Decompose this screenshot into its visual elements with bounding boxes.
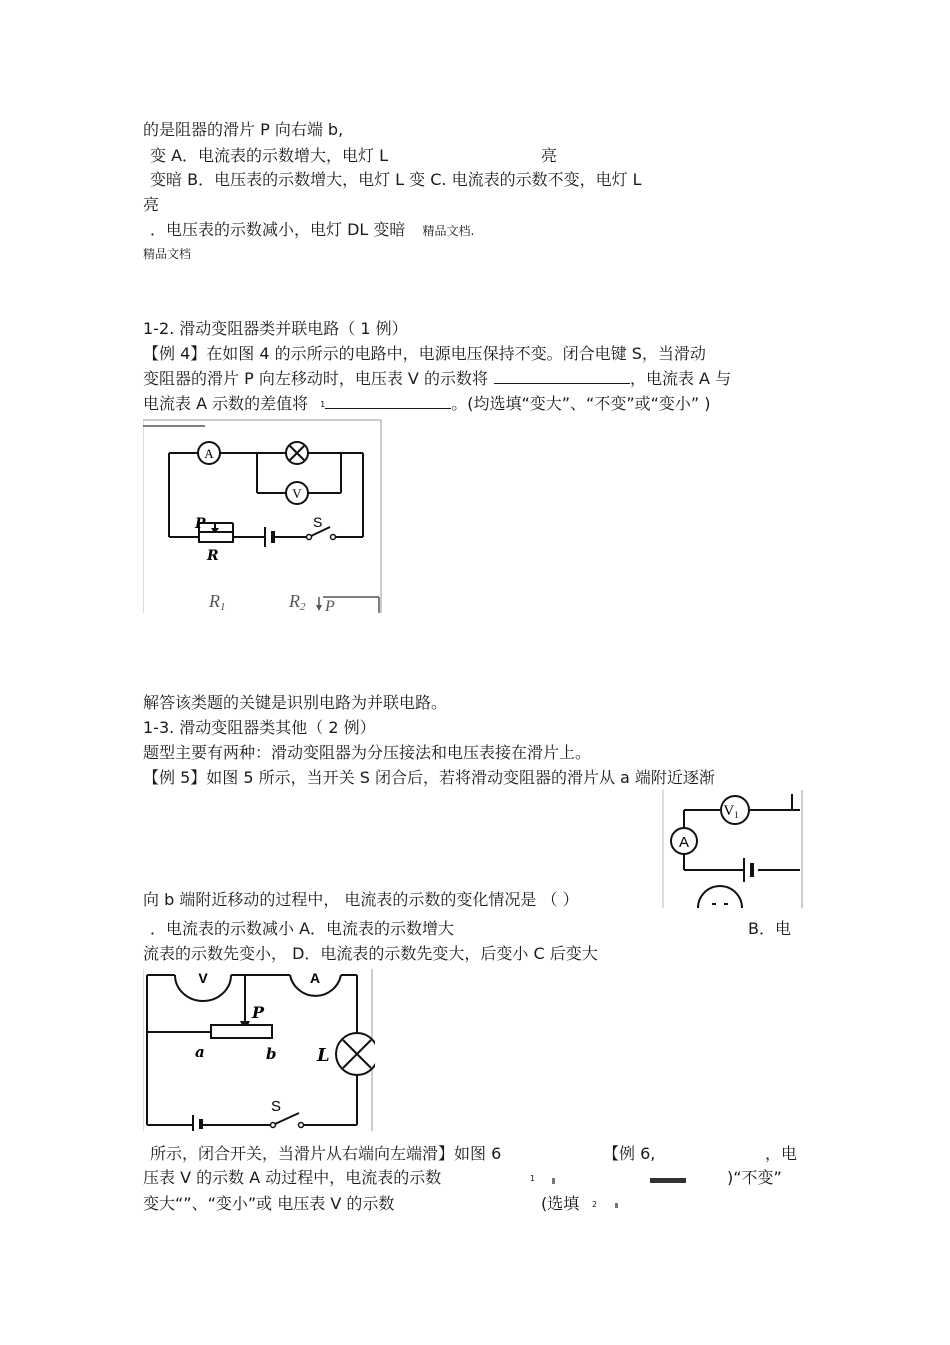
svg-text:R1 (208, 591, 226, 613)
watermark-note: 精品文档. (422, 224, 475, 238)
svg-text:R2 (288, 591, 306, 613)
section-title: 1-2. 滑动变阻器类并联电路（ 1 例） (143, 319, 408, 338)
text-line: 【例 4】在如图 4 的示所示的电路中，电源电压保持不变。闭合电键 S，当滑动 (143, 344, 706, 363)
switch-label: S (271, 1098, 282, 1115)
text-line: ，电 (765, 1144, 798, 1163)
text-line: 解答该类题的关键是识别电路为并联电路。 (143, 693, 448, 712)
blank-marker: 1 (530, 1174, 536, 1183)
text-line: 变 A．电流表的示数增大，电灯 L (150, 146, 389, 165)
circuit-figure-4 (143, 417, 385, 613)
text-line: 压表 V 的示数 A 动过程中，电流表的示数 (143, 1168, 442, 1187)
r2-subscript: 2 (300, 601, 306, 613)
text-segment: ，电流表 A 与 (629, 369, 732, 388)
slider-label: P (195, 516, 206, 532)
text-segment: 。(均选填“变大”、“不变”或“变小” ) (451, 394, 711, 413)
text-line: 亮 (143, 195, 160, 214)
text-line: 变大“”、“变小”或 电压表 V 的示数 (143, 1194, 395, 1213)
text-line: )“不变” (727, 1168, 782, 1187)
text-segment: 变阻器的滑片 P 向左移动时，电压表 V 的示数将 (143, 369, 488, 388)
text-segment: 电流表 A 示数的差值将 (143, 394, 309, 413)
scan-artifact (615, 1203, 618, 1208)
voltmeter-subscript: 1 (734, 810, 739, 820)
text-line (143, 368, 731, 390)
voltmeter-label: V (198, 970, 208, 986)
circuit-figure-5 (143, 969, 375, 1131)
watermark-note: 精品文档 (143, 247, 192, 261)
slider-label: P (252, 1003, 265, 1022)
text-line: B．电 (748, 919, 791, 938)
section-title: 1-3. 滑动变阻器类其他（ 2 例） (143, 718, 376, 737)
end-a-label: a (195, 1043, 205, 1061)
text-line: 亮 (541, 146, 558, 165)
r1-subscript: 1 (220, 601, 226, 613)
ammeter-label: A (678, 834, 690, 851)
switch-label: S (313, 514, 323, 530)
voltmeter-label: V (723, 803, 735, 819)
blank-marker: 2 (592, 1200, 598, 1209)
scan-artifact (552, 1178, 555, 1184)
r2-label: R (289, 591, 300, 611)
blank-marker: 1 (320, 399, 326, 409)
scan-artifact (650, 1178, 686, 1183)
end-b-label: b (266, 1045, 277, 1063)
text-line: 的是阻器的滑片 P 向右端 b, (143, 120, 344, 139)
text-line: 题型主要有两种：滑动变阻器为分压接法和电压表接在滑片上。 (143, 743, 592, 762)
r1-label: R (209, 591, 220, 611)
lamp-label: L (317, 1045, 330, 1066)
text-line: 【例 6, (603, 1144, 656, 1163)
voltmeter-label: V (292, 486, 302, 501)
ammeter-label: A (204, 446, 214, 461)
text-line: 变暗 B．电压表的示数增大，电灯 L 变 C. 电流表的示数不变，电灯 L (150, 170, 642, 189)
option-d-text: ．电压表的示数减小，电灯 DL 变暗 (150, 220, 406, 239)
resistor-label: R (207, 548, 219, 564)
p2-label: P (325, 598, 335, 613)
ammeter-label: A (309, 970, 321, 986)
text-line: 【例 5】如图 5 所示，当开关 S 闭合后，若将滑动变阻器的滑片从 a 端附近逐渐 (143, 768, 715, 787)
answer-blank (494, 369, 630, 384)
circuit-figure-5-partial (660, 790, 805, 908)
text-line: 流表的示数先变小， D．电流表的示数先变大，后变小 C 后变大 (143, 944, 598, 963)
text-line: 向 b 端附近移动的过程中， 电流表的示数的变化情况是 （ ） (143, 890, 579, 909)
text-line: ．电流表的示数减小 A．电流表的示数增大 (150, 919, 455, 938)
text-line (143, 393, 711, 416)
text-line: 所示，闭合开关，当滑片从右端向左端滑】如图 6 (150, 1144, 502, 1163)
text-line: (选填 (541, 1194, 580, 1213)
answer-blank (325, 394, 451, 409)
text-line (150, 219, 474, 242)
